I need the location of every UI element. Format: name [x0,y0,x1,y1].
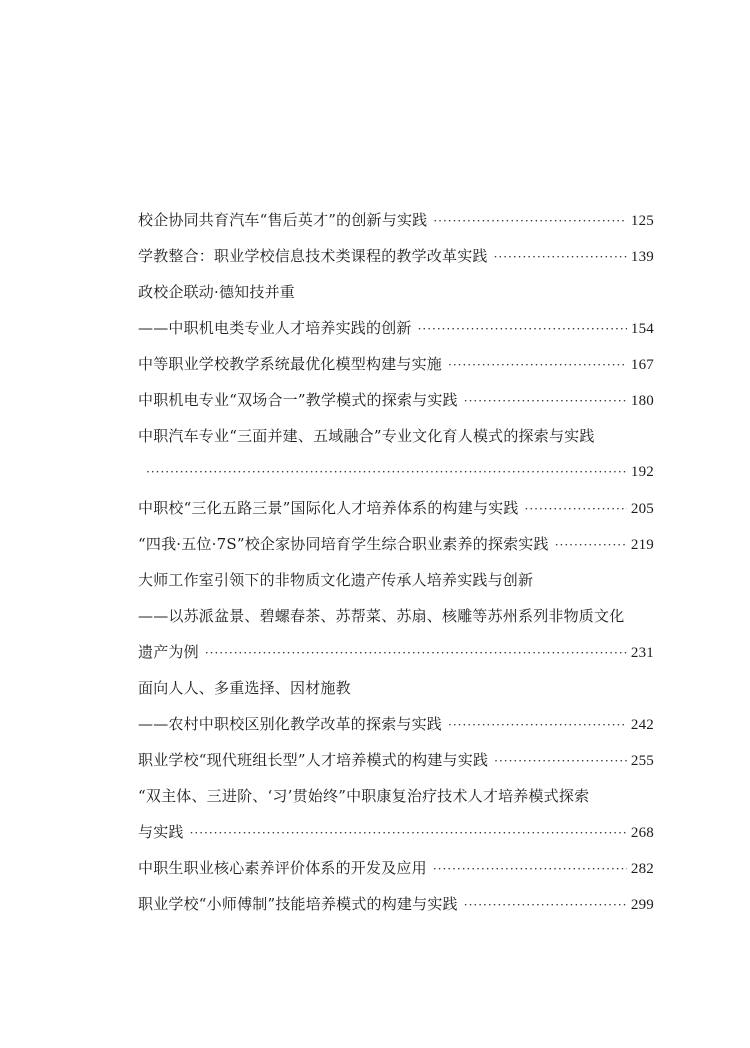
toc-entry-page: 268 [630,825,654,841]
toc-entry-title: “四我·五位·7S”校企家协同培育学生综合职业素养的探索实践 [138,535,549,553]
toc-entry-page: 255 [630,753,654,769]
table-of-contents [138,202,654,922]
toc-entry-page: 192 [630,464,654,480]
dot-leader [448,707,627,743]
dot-leader [555,527,627,563]
toc-entry-subtitle: ——农村中职校区别化教学改革的探索与实践 [138,715,443,733]
dot-leader [433,851,627,887]
toc-entry-title: 面向人人、多重选择、因材施教 [138,679,351,697]
toc-entry-title: 中职校“三化五路三景”国际化人才培养体系的构建与实践 [138,499,519,517]
toc-entry [138,202,654,238]
toc-entry-title: “双主体、三进阶、‘习’贯始终”中职康复治疗技术人才培养模式探索 [138,787,590,805]
toc-entry-page: 180 [630,393,654,409]
toc-entry-page: 231 [630,645,654,661]
toc-entry-page: 167 [630,357,654,373]
toc-entry-title: 学教整合：职业学校信息技术类课程的教学改革实践 [138,247,488,265]
toc-entry-page: 242 [630,717,654,733]
toc-entry-page: 125 [630,213,654,229]
toc-entry-subtitle: ——中职机电类专业人才培养实践的创新 [138,319,412,337]
toc-entry-page: 282 [630,861,654,877]
toc-entry-title: 职业学校“现代班组长型”人才培养模式的构建与实践 [138,751,489,769]
toc-entry [138,418,654,454]
dot-leader [205,635,627,671]
toc-entry-page: 154 [630,321,654,337]
toc-entry-title: 遗产为例 [138,643,199,661]
toc-entry-page: 205 [630,501,654,517]
toc-entry [138,706,654,742]
toc-entry-title: 大师工作室引领下的非物质文化遗产传承人培养实践与创新 [138,571,534,589]
toc-entry-continuation [138,454,654,490]
dot-leader [190,815,627,851]
dot-leader [494,239,627,275]
toc-entry-title: 校企协同共育汽车“售后英才”的创新与实践 [138,211,428,229]
dot-leader [146,454,627,490]
dot-leader [433,203,627,239]
toc-entry-title: 与实践 [138,823,184,841]
toc-entry [138,274,654,310]
toc-entry [138,850,654,886]
toc-entry [138,382,654,418]
toc-entry-continuation [138,634,654,670]
toc-entry-page: 299 [630,897,654,913]
dot-leader [464,383,627,419]
toc-entry [138,562,654,598]
toc-entry-title: 中职生职业核心素养评价体系的开发及应用 [138,859,427,877]
toc-entry-title: 中职机电专业“双场合一”教学模式的探索与实践 [138,391,458,409]
toc-entry-page: 219 [630,537,654,553]
toc-entry-title: 中等职业学校教学系统最优化模型构建与实施 [138,355,443,373]
dot-leader [448,347,627,383]
toc-entry-continuation [138,814,654,850]
toc-entry-page: 139 [630,249,654,265]
toc-entry [138,238,654,274]
dot-leader [494,743,627,779]
toc-entry [138,310,654,346]
toc-entry-title: 政校企联动·德知技并重 [138,283,295,301]
toc-entry-title: 中职汽车专业“三面并建、五域融合”专业文化育人模式的探索与实践 [138,427,595,445]
toc-entry [138,670,654,706]
toc-entry-subtitle: ——以苏派盆景、碧螺春茶、苏帮菜、苏扇、核雕等苏州系列非物质文化 [138,607,625,625]
toc-entry [138,742,654,778]
toc-entry [138,490,654,526]
toc-entry [138,778,654,814]
toc-entry [138,346,654,382]
dot-leader [418,311,627,347]
toc-entry [138,886,654,922]
toc-entry-title: 职业学校“小师傅制”技能培养模式的构建与实践 [138,895,458,913]
dot-leader [525,491,627,527]
toc-entry [138,598,654,634]
toc-entry [138,526,654,562]
dot-leader [464,887,627,923]
